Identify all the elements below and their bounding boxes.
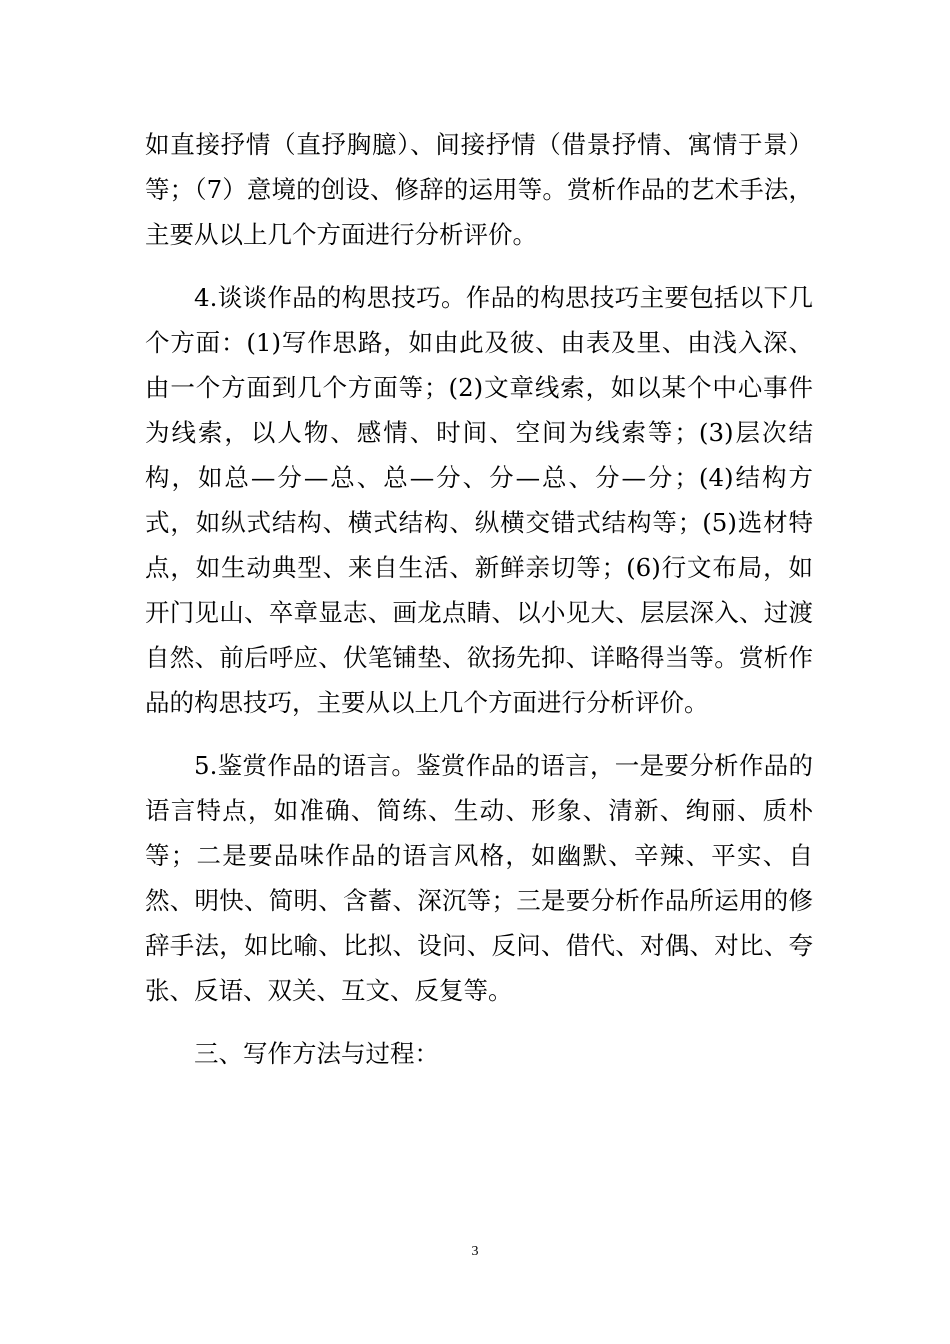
paragraph-language-appreciation: 5.鉴赏作品的语言。鉴赏作品的语言，一是要分析作品的语言特点，如准确、简练、生动、形象、清新、绚丽、质朴等；二是要品味作品的语言风格，如幽默、辛辣、平实、自然、明快、简明、含蓄、深沉等；三是要分析作品所运用的修辞手法，如比喻、比拟、设问、反问、借代、对偶、对比、夸张、反语、双关、互文、反复等。 xyxy=(145,751,813,1005)
paragraph-conception-techniques: 4.谈谈作品的构思技巧。作品的构思技巧主要包括以下几个方面：(1)写作思路，如由此及彼、由表及里、由浅入深、由一个方面到几个方面等；(2)文章线索，如以某个中心事件为线索，以人物、感情、时间、空间为线索等；(3)层次结构，如总—分—总、总—分、分—总、分—分；(4)结构方式，如纵式结构、横式结构、纵横交错式结构等；(5)选材特点，如生动典型、来自生活、新鲜亲切等；(6)行文布局，如开门见山、卒章显志、画龙点睛、以小见大、层层深入、过渡自然、前后呼应、伏笔铺垫、欲扬先抑、详略得当等。赏析作品的构思技巧，主要从以上几个方面进行分析评价。 xyxy=(145,283,813,717)
page-number: 3 xyxy=(471,1244,479,1259)
section-heading-writing-methods: 三、写作方法与过程： xyxy=(194,1039,439,1068)
paragraph-artistic-techniques-continued: 如直接抒情（直抒胸臆）、间接抒情（借景抒情、寓情于景）等；（7）意境的创设、修辞的运用等。赏析作品的艺术手法，主要从以上几个方面进行分析评价。 xyxy=(145,130,813,249)
document-body xyxy=(145,122,813,1076)
